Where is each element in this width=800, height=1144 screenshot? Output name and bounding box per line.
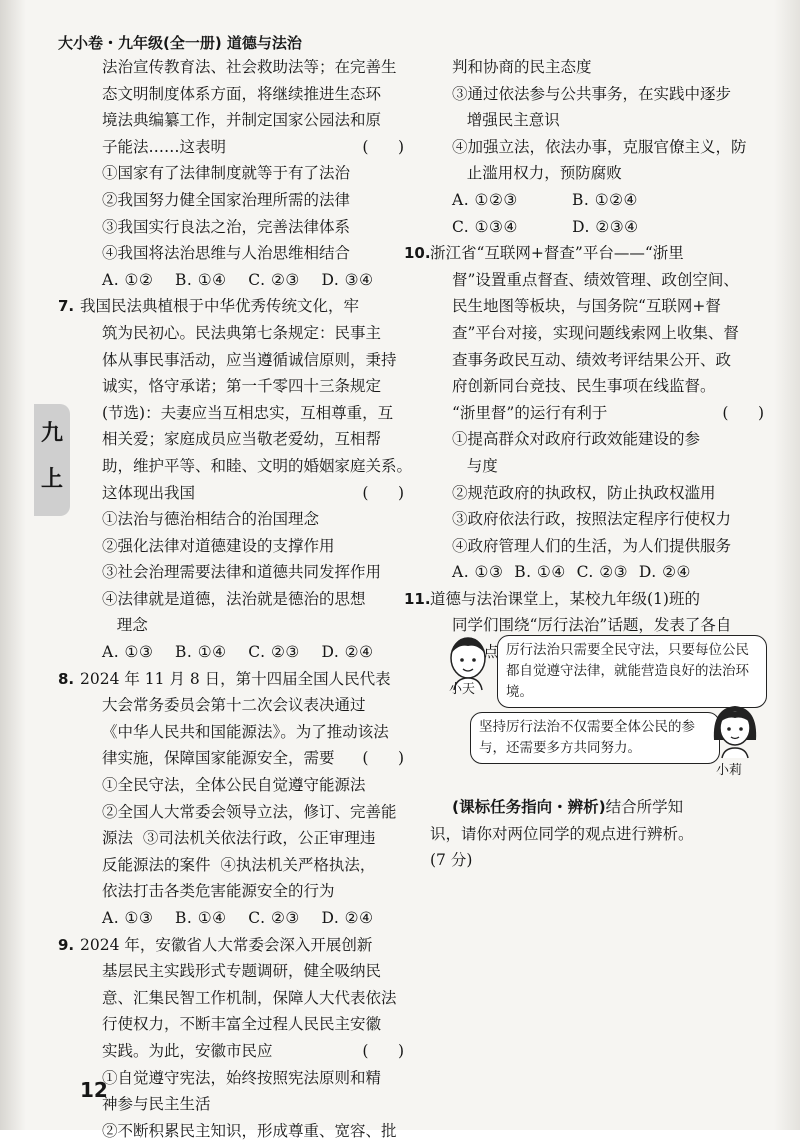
line-text: 府创新同台竞技、民生事项在线监督。 (452, 377, 716, 396)
line-text: 同学们围绕“厉行法治”话题，发表了各自 (452, 616, 732, 635)
line-text: ①自觉遵守宪法，始终按照宪法原则和精 (102, 1068, 382, 1087)
line-text: (节选)：夫妻应当互相忠实，互相尊重，互 (102, 403, 394, 422)
task-line-2: 识，请你对两位同学的观点进行辨析。 (430, 824, 694, 843)
text-line (430, 347, 770, 374)
line-text: 源法 ③司法机关依法行政，公正审理违 (102, 829, 376, 848)
text-line (80, 745, 410, 772)
line-text: 判和协商的民主态度 (452, 58, 592, 76)
text-line (80, 107, 410, 134)
line-text: ③政府依法行政，按照法定程序行使权力 (452, 510, 732, 529)
task-block (430, 794, 772, 874)
text-line (80, 320, 410, 347)
line-text: ①全民守法，全体公民自觉遵守能源法 (102, 776, 366, 795)
line-text: ④加强立法，依法办事，克服官僚主义，防 (452, 137, 747, 156)
line-text: ④政府管理人们的生活，为人们提供服务 (452, 536, 732, 555)
text-line (80, 54, 410, 81)
answer-options (80, 639, 410, 666)
text-line (80, 506, 410, 533)
line-text: C. ①③④ D. ②③④ (452, 217, 639, 236)
xiaoli-avatar-icon (708, 700, 762, 760)
text-line (430, 81, 770, 108)
line-text: A. ①③ B. ①④ C. ②③ D. ②④ (102, 643, 374, 662)
grade-side-tab (34, 404, 70, 516)
text-line (80, 240, 410, 267)
line-text: 体从事民事活动，应当遵循诚信原则，秉持 (102, 350, 397, 369)
line-text: ③通过依法参与公共事务，在实践中逐步 (452, 84, 732, 103)
left-column (58, 54, 413, 1144)
line-text: 道德与法治课堂上，某校九年级(1)班的 (430, 589, 700, 608)
text-line (80, 719, 410, 746)
line-text: 民生地图等板块，与国务院“互联网+督 (452, 297, 721, 316)
text-line (80, 187, 410, 214)
answer-options (430, 559, 770, 586)
task-line-1 (452, 794, 772, 821)
line-text: A. ①② B. ①④ C. ②③ D. ③④ (102, 270, 374, 289)
text-line (80, 772, 410, 799)
line-text: 《中华人民共和国能源法》。为了推动该法 (102, 722, 389, 741)
text-line (80, 852, 410, 879)
text-line (430, 373, 770, 400)
line-text: ②不断积累民主知识，形成尊重、宽容、批 (102, 1121, 397, 1140)
line-text: 相关爱；家庭成员应当敬老爱幼，互相帮 (102, 430, 382, 449)
line-text: 督”设置重点督查、绩效管理、政创空间、 (452, 270, 739, 289)
line-text: 子能法……这表明 (102, 137, 227, 156)
xiaotian-name: 小天 (449, 682, 476, 697)
text-line (430, 320, 770, 347)
text-line (430, 293, 770, 320)
answer-options (430, 187, 770, 214)
page-number: 12 (80, 1078, 108, 1102)
line-text: 增强民主意识 (452, 111, 560, 130)
line-text: 止滥用权力，预防腐败 (452, 164, 622, 183)
text-line (80, 400, 410, 427)
text-line (80, 958, 410, 985)
text-line (80, 134, 410, 161)
text-line (430, 453, 770, 480)
line-text: ①国家有了法律制度就等于有了法治 (102, 164, 351, 183)
line-text: ④法律就是道德，法治就是德治的思想 (102, 589, 366, 608)
line-text: ②规范政府的执政权，防止执政权滥用 (452, 483, 716, 502)
line-text: 2024 年 11 月 8 日，第十四届全国人民代表 (80, 669, 391, 688)
line-text: 意、汇集民智工作机制，保障人大代表依法 (102, 988, 397, 1007)
line-text: 浙江省“互联网+督查”平台——“浙里 (430, 244, 684, 263)
task-line-3: (7 分) (430, 851, 473, 870)
question-stem-line (58, 666, 410, 693)
question-number: 9. (58, 935, 75, 954)
text-line (430, 426, 770, 453)
text-line (430, 506, 770, 533)
line-text: “浙里督”的运行有利于 (452, 403, 608, 422)
answer-blank[interactable]: ( ) (362, 483, 404, 502)
question-stem-line (58, 293, 410, 320)
task-line-1-text: 结合所学知 (605, 798, 684, 816)
text-line (430, 400, 770, 427)
line-text: 依法打击各类危害能源安全的行为 (102, 882, 335, 901)
text-line (430, 54, 770, 81)
text-line (80, 426, 410, 453)
answer-blank[interactable]: ( ) (362, 137, 404, 156)
page-left-edge (0, 0, 26, 1130)
page-header: 大小卷・九年级(全一册) 道德与法治 (58, 34, 302, 52)
text-line (80, 1091, 410, 1118)
line-text: 诚实，恪守承诺；第一千零四十三条规定 (102, 377, 382, 396)
question-number: 7. (58, 297, 75, 316)
question-stem-line (58, 932, 410, 959)
line-text: ③我国实行良法之治，完善法律体系 (102, 217, 351, 236)
text-line (80, 612, 410, 639)
text-line (80, 160, 410, 187)
text-line (80, 347, 410, 374)
right-column (404, 54, 770, 666)
text-line (80, 799, 410, 826)
line-text: A. ①③ B. ①④ C. ②③ D. ②④ (102, 909, 374, 927)
question-number: 8. (58, 669, 75, 688)
text-line (80, 1065, 410, 1092)
line-text: ①提高群众对政府行政效能建设的参 (452, 430, 701, 449)
xiaoli-speech-bubble: 坚持厉行法治不仅需要全体公民的参与，还需要多方共同努力。 (470, 712, 720, 764)
line-text: 这体现出我国 (102, 483, 196, 502)
answer-options (430, 214, 770, 241)
line-text: 基层民主实践形式专题调研，健全吸纳民 (102, 962, 382, 981)
question-stem-line (404, 240, 770, 267)
text-line (80, 453, 413, 480)
text-line (80, 214, 410, 241)
text-line (80, 559, 410, 586)
answer-options (80, 267, 410, 294)
text-line (430, 533, 770, 560)
line-text: 筑为民初心。民法典第七条规定：民事主 (102, 323, 382, 342)
line-text: 大会常务委员会第十二次会议表决通过 (102, 696, 366, 715)
question-stem-line (404, 586, 770, 613)
text-line (80, 81, 410, 108)
text-line (80, 1038, 410, 1065)
text-line (430, 107, 770, 134)
line-text: ②强化法律对道德建设的支撑作用 (102, 536, 335, 555)
line-text: 查”平台对接，实现问题线索网上收集、督 (452, 323, 739, 342)
text-line (80, 480, 410, 507)
text-line (430, 134, 770, 161)
side-tab-char-2: 上 (40, 466, 63, 492)
line-text: 2024 年，安徽省人大常委会深入开展创新 (80, 935, 373, 954)
line-text: 态文明制度体系方面，将继续推进生态环 (102, 84, 382, 103)
side-tab-char-1: 九 (40, 420, 63, 446)
line-text: 查事务政民互动、绩效考评结果公开、政 (452, 350, 732, 369)
line-text: ④我国将法治思维与人治思维相结合 (102, 244, 351, 263)
line-text: 助，维护平等、和睦、文明的婚姻家庭关系。 (102, 456, 413, 475)
line-text: 律实施，保障国家能源安全，需要 (102, 749, 335, 768)
xiaoli-name: 小莉 (716, 763, 743, 778)
line-text: 与度 (452, 456, 498, 475)
line-text: 法治宣传教育法、社会救助法等；在完善生 (102, 58, 397, 76)
page-right-edge (774, 0, 800, 1130)
question-number: 10. (404, 244, 431, 263)
line-text: 我国民法典植根于中华优秀传统文化，牢 (80, 297, 360, 316)
line-text: 境法典编纂工作，并制定国家公园法和原 (102, 111, 382, 130)
text-line (80, 825, 410, 852)
line-text: 神参与民主生活 (102, 1095, 211, 1114)
text-line (80, 1118, 410, 1144)
answer-blank[interactable]: ( ) (362, 1041, 404, 1060)
xiaotian-speech-bubble: 厉行法治只需要全民守法，只要每位公民都自觉遵守法律，就能营造良好的法治环境。 (497, 635, 767, 708)
line-text: ②我国努力健全国家治理所需的法律 (102, 190, 351, 209)
text-line (80, 533, 410, 560)
text-line (80, 586, 410, 613)
task-tag: (课标任务指向・辨析) (452, 798, 606, 816)
text-line (80, 1011, 410, 1038)
answer-blank[interactable]: ( ) (362, 749, 404, 768)
line-text: ①法治与德治相结合的治国理念 (102, 510, 320, 529)
text-line (80, 878, 410, 905)
text-line (80, 985, 410, 1012)
line-text: ②全国人大常委会领导立法，修订、完善能 (102, 802, 397, 821)
question-number: 11. (404, 589, 431, 608)
text-line (80, 692, 410, 719)
text-line (430, 160, 770, 187)
answer-options (80, 905, 410, 932)
line-text: A. ①③ B. ①④ C. ②③ D. ②④ (452, 563, 691, 582)
line-text: A. ①②③ B. ①②④ (452, 190, 638, 209)
line-text: 反能源法的案件 ④执法机关严格执法， (102, 855, 376, 874)
answer-blank[interactable]: ( ) (722, 403, 764, 422)
text-line (80, 373, 410, 400)
line-text: 理念 (102, 616, 148, 635)
text-line (430, 267, 770, 294)
line-text: 实践。为此，安徽市民应 (102, 1041, 273, 1060)
text-line (430, 480, 770, 507)
line-text: ③社会治理需要法律和道德共同发挥作用 (102, 563, 382, 582)
line-text: 行使权力，不断丰富全过程人民民主安徽 (102, 1015, 382, 1034)
